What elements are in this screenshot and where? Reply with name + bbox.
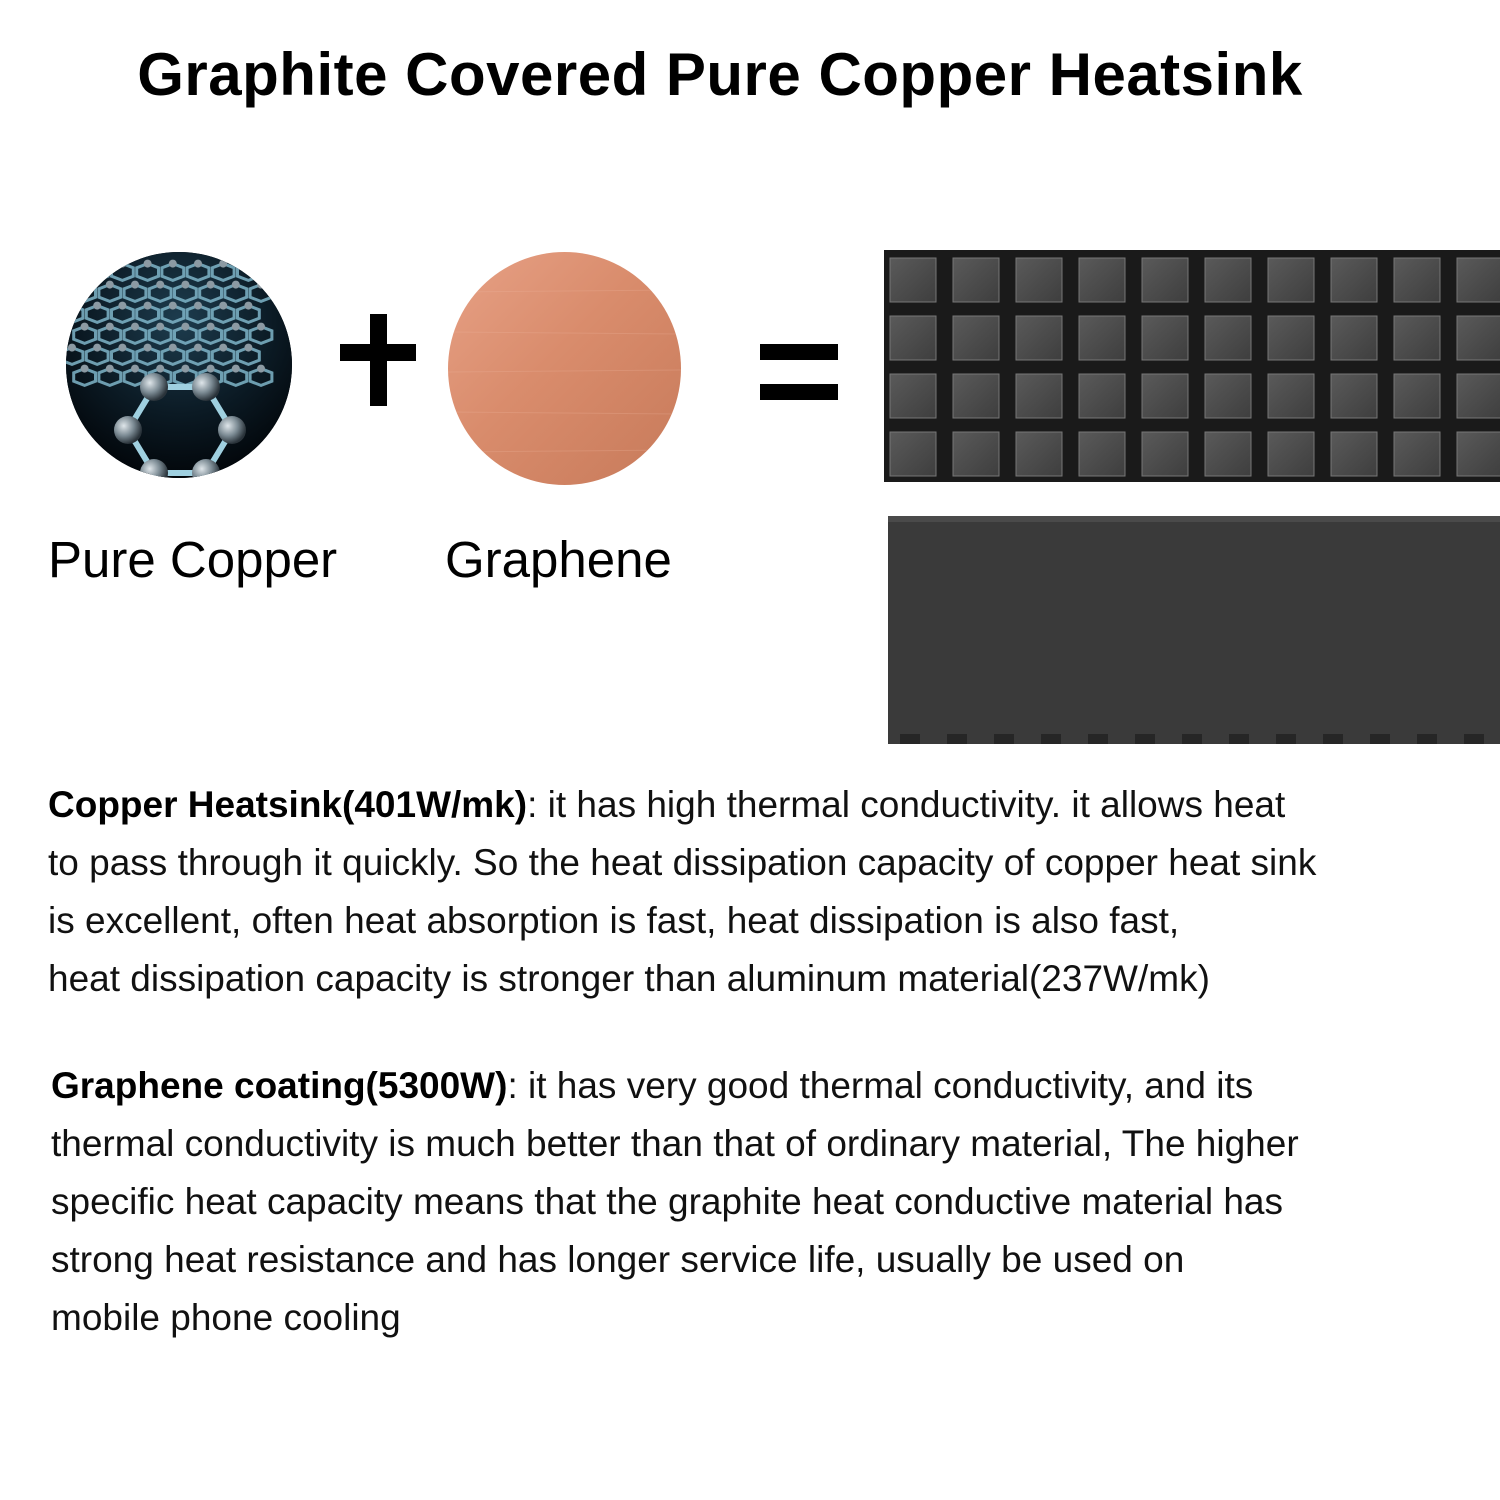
heatsink-fin [1331,258,1377,302]
heatsink-fin [1079,258,1125,302]
lattice-atom [181,281,189,289]
heatsink-fin [1457,432,1500,476]
plate-notch [1464,734,1484,744]
lattice-atom [194,260,202,268]
heatsink-fin [953,374,999,418]
lattice-atom [244,260,252,268]
heatsink-fin [1394,432,1440,476]
lattice-atom [106,323,114,331]
plate-notch [1323,734,1343,744]
graphene-label: Graphene [445,531,672,588]
lattice-atom [257,281,265,289]
heatsink-fin [1016,374,1062,418]
heatsink-fin [1079,432,1125,476]
heatsink-fin [953,432,999,476]
lattice-atom [68,302,76,310]
graphene-line-2: thermal conductivity is much better than that of ordinary material, The higher [51,1123,1299,1164]
lattice-atom [106,365,114,373]
graphene-heading: Graphene coating(5300W) [51,1065,508,1106]
lattice-atom [257,323,265,331]
heatsink-fin [1079,316,1125,360]
copper-line-4: heat dissipation capacity is stronger than aluminum material(237W/mk) [48,958,1210,999]
plus-sign [336,300,420,410]
heatsink-fin [1394,258,1440,302]
plate-notch [900,734,920,744]
heatsink-fin [890,374,936,418]
lattice-atom [144,260,152,268]
equals-sign [760,344,838,400]
heatsink-fin [1331,374,1377,418]
lattice-atom [169,344,177,352]
lattice-atom [232,365,240,373]
lattice-atom [156,281,164,289]
plate-notch [1041,734,1061,744]
lattice-atom [219,260,227,268]
lattice-atom [194,344,202,352]
lattice-atom [219,344,227,352]
lattice-atom [169,260,177,268]
lattice-cell [66,264,83,281]
heatsink-fin [890,258,936,302]
heatsink-fin [1016,432,1062,476]
heatsink-fin [1142,316,1188,360]
lattice-illustration [66,252,292,478]
heatsink-fin [1142,432,1188,476]
finned-heatsink-image [884,250,1500,482]
heatsink-fin [1268,374,1314,418]
lattice-atom [68,344,76,352]
heatsink-fin [1268,316,1314,360]
heatsink-fin [1016,316,1062,360]
plate-notch [1370,734,1390,744]
heatsink-fin [1079,374,1125,418]
lattice-atom [207,281,215,289]
lattice-atom [118,260,126,268]
heatsink-fin [1268,432,1314,476]
heatsink-fin [1331,432,1377,476]
heatsink-fin [1331,316,1377,360]
heatsink-fin [1268,258,1314,302]
lattice-atom [106,281,114,289]
lattice-atom [131,323,139,331]
plate-notch [994,734,1014,744]
lattice-atom [194,302,202,310]
plate-notch [1276,734,1296,744]
lattice-atom [181,365,189,373]
lattice-atom [232,281,240,289]
heatsink-fin [1142,374,1188,418]
plate-notch [1417,734,1437,744]
lattice-atom [131,365,139,373]
heatsink-fin [1016,258,1062,302]
lattice-atom [169,302,177,310]
lattice-atom [244,344,252,352]
graphite-plate-illustration [888,512,1500,746]
graphene-line-1: : it has very good thermal conductivity, and its [507,1065,1254,1106]
lattice-cell [86,264,108,281]
heatsink-fin [1205,374,1251,418]
lattice-atom [257,365,265,373]
copper-line-1: : it has high thermal conductivity. it allows heat [527,784,1286,825]
heatsink-fins-illustration [884,250,1500,482]
lattice-atom [118,344,126,352]
lattice-atom [232,323,240,331]
lattice-atom [181,323,189,331]
heatsink-fin [1142,258,1188,302]
copper-disc-image [448,252,681,485]
lattice-atom [156,365,164,373]
heatsink-fin [1457,258,1500,302]
plate-notch [1135,734,1155,744]
copper-heading: Copper Heatsink(401W/mk) [48,784,528,825]
graphene-lattice-image [66,252,292,478]
plate-notch [1088,734,1108,744]
lattice-atom [68,260,76,268]
plate-notch [947,734,967,744]
plate-notch [1229,734,1249,744]
lattice-atom [207,323,215,331]
pure-copper-label: Pure Copper [48,531,338,588]
lattice-atom [144,302,152,310]
graphene-line-3: specific heat capacity means that the graphite heat conductive material has [51,1181,1283,1222]
lattice-atom [244,302,252,310]
lattice-atom [81,365,89,373]
heatsink-fin [953,316,999,360]
lattice-atom [219,302,227,310]
heatsink-fin [1394,316,1440,360]
heatsink-fin [1205,258,1251,302]
heatsink-fin [1205,316,1251,360]
copper-description [48,776,1488,1008]
lattice-atom [131,281,139,289]
graphene-line-4: strong heat resistance and has longer service life, usually be used on [51,1239,1185,1280]
heatsink-fin [1457,374,1500,418]
page-title: Graphite Covered Pure Copper Heatsink [137,41,1303,108]
copper-line-3: is excellent, often heat absorption is fast, heat dissipation is also fast, [48,900,1180,941]
heatsink-fin [890,432,936,476]
lattice-atom [81,281,89,289]
heatsink-fin [1457,316,1500,360]
graphite-plate-image [888,512,1500,746]
lattice-atom [207,365,215,373]
heatsink-fin [1394,374,1440,418]
heatsink-fin [1205,432,1251,476]
graphene-description [51,1057,1481,1347]
lattice-atom [81,323,89,331]
copper-line-2: to pass through it quickly. So the heat dissipation capacity of copper heat sink [48,842,1317,883]
lattice-atom [93,344,101,352]
lattice-atom [93,302,101,310]
lattice-atom [156,323,164,331]
graphene-line-5: mobile phone cooling [51,1297,401,1338]
heatsink-fin [953,258,999,302]
copper-texture [448,252,681,485]
heatsink-fin [890,316,936,360]
lattice-atom [118,302,126,310]
lattice-atom [144,344,152,352]
lattice-atom [93,260,101,268]
plate-notch [1182,734,1202,744]
